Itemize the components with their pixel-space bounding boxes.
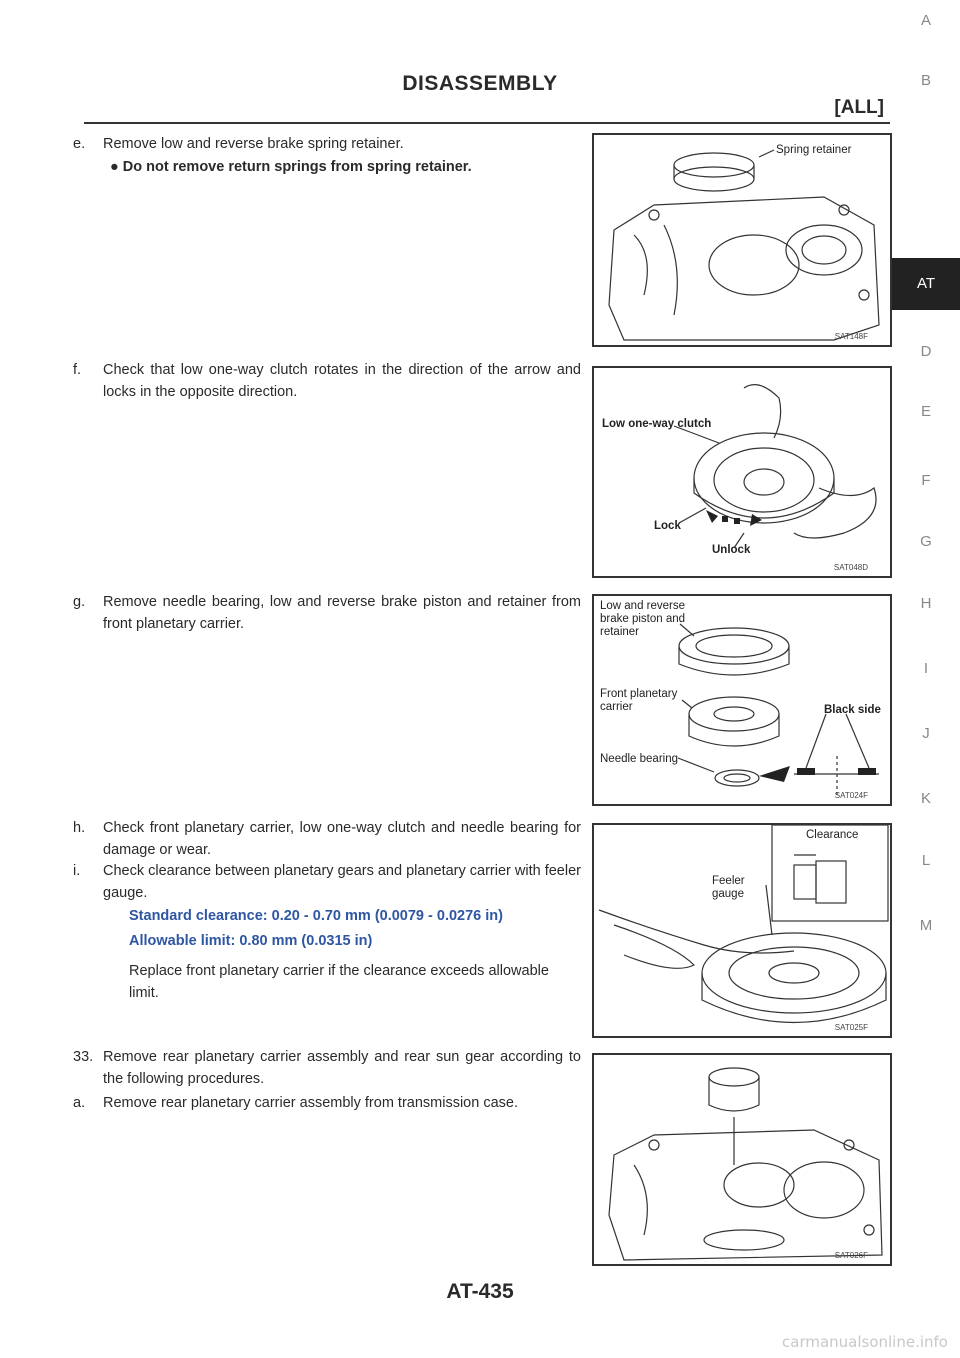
step-g — [73, 591, 581, 635]
callout-low-one-way-clutch: Low one-way clutch — [602, 418, 712, 430]
figure-code: SAT148F — [834, 332, 868, 341]
callout-front-planetary-carrier: Front planetary carrier — [600, 688, 678, 713]
transmission-case-illustration — [594, 135, 890, 345]
figure-code: SAT025F — [834, 1023, 868, 1032]
step-label: a. — [73, 1095, 86, 1111]
callout-black-side: Black side — [824, 704, 881, 716]
tab-k[interactable]: K — [920, 790, 931, 807]
page-number: AT-435 — [446, 1280, 514, 1303]
step-text: Remove rear planetary carrier assembly and rear sun gear according to the following procedures. — [103, 1049, 581, 1087]
figure-code: SAT048D — [833, 563, 868, 572]
tab-j[interactable]: J — [922, 725, 930, 742]
figure-clearance-check — [592, 823, 892, 1038]
tab-h[interactable]: H — [920, 595, 932, 612]
tab-d[interactable]: D — [920, 343, 932, 360]
spec-allowable-limit: Allowable limit: 0.80 mm (0.0315 in) — [129, 933, 373, 949]
step-text: Remove rear planetary carrier assembly from transmission case. — [103, 1095, 518, 1111]
step-f — [73, 359, 581, 403]
callout-unlock: Unlock — [712, 544, 751, 556]
feeler-gauge-illustration — [594, 825, 890, 1036]
tab-m[interactable]: M — [919, 917, 933, 934]
figure-low-one-way-clutch — [592, 366, 892, 578]
tab-l[interactable]: L — [921, 852, 931, 869]
page-title: DISASSEMBLY — [402, 72, 558, 95]
spec-standard-clearance: Standard clearance: 0.20 - 0.70 mm (0.0079 - 0.0276 in) — [129, 908, 503, 924]
step-label: e. — [73, 136, 86, 152]
tab-b[interactable]: B — [920, 72, 931, 89]
rear-carrier-illustration — [594, 1055, 890, 1264]
figure-rear-planetary-carrier — [592, 1053, 892, 1266]
step-e — [73, 133, 581, 155]
step-label: h. — [73, 820, 86, 836]
step-label: i. — [73, 863, 81, 879]
step-33 — [73, 1046, 581, 1090]
callout-lock: Lock — [654, 520, 681, 532]
step-h — [73, 817, 581, 861]
step-i-after: Replace front planetary carrier if the clearance exceeds allowable limit. — [129, 963, 549, 1001]
tab-e[interactable]: E — [920, 403, 931, 420]
step-label: g. — [73, 594, 86, 610]
step-label: f. — [73, 362, 82, 378]
callout-feeler-gauge: Feeler gauge — [712, 875, 745, 900]
step-e-note — [110, 156, 580, 178]
figure-code: SAT024F — [834, 791, 868, 800]
step-text: Remove low and reverse brake spring retainer. — [103, 136, 404, 152]
callout-spring-retainer: Spring retainer — [776, 144, 852, 156]
tab-f[interactable]: F — [921, 472, 931, 489]
header-divider — [84, 122, 890, 124]
step-label: 33. — [73, 1049, 94, 1065]
step-a — [73, 1092, 581, 1114]
figure-planetary-carrier-parts — [592, 594, 892, 806]
note-text: Do not remove return springs from spring retainer. — [122, 159, 472, 175]
tab-g[interactable]: G — [920, 533, 932, 550]
callout-piston-retainer: Low and reverse brake piston and retainer — [600, 600, 686, 638]
step-text: Check clearance between planetary gears and planetary carrier with feeler gauge. — [103, 863, 581, 901]
tab-at[interactable]: AT — [892, 258, 960, 310]
watermark-text: carmanualsonline.info — [782, 1333, 948, 1351]
page-subtitle: [ALL] — [834, 97, 884, 118]
step-text: Check that low one-way clutch rotates in the direction of the arrow and locks in the opposite direction. — [103, 362, 581, 400]
callout-needle-bearing: Needle bearing — [600, 753, 679, 765]
step-text: Remove needle bearing, low and reverse brake piston and retainer from front planetary carrier. — [103, 594, 581, 632]
tab-i[interactable]: I — [923, 660, 929, 677]
bullet-icon: ● — [110, 159, 119, 175]
callout-clearance: Clearance — [806, 829, 859, 841]
figure-spring-retainer — [592, 133, 892, 347]
step-text: Check front planetary carrier, low one-way clutch and needle bearing for damage or wear. — [103, 820, 581, 858]
figure-code: SAT026F — [834, 1251, 868, 1260]
step-i — [73, 860, 581, 904]
tab-a[interactable]: A — [920, 12, 931, 29]
